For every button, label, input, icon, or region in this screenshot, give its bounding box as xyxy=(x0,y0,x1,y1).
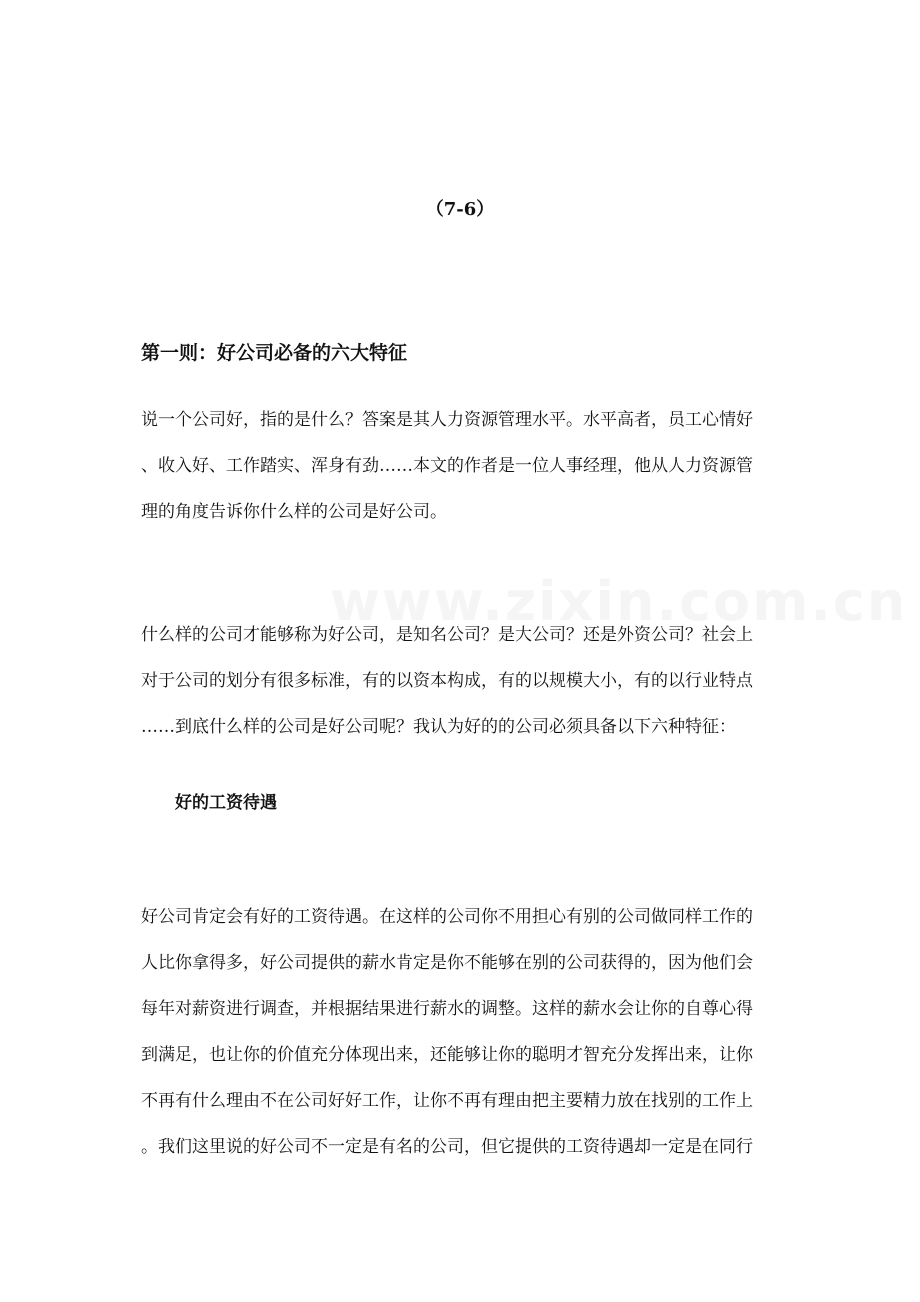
section-title: 第一则：好公司必备的六大特征 xyxy=(141,342,408,364)
text-line: 到满足，也让你的价值充分体现出来，还能够让你的聪明才智充分发挥出来，让你 xyxy=(141,1045,753,1065)
intro-paragraph xyxy=(141,397,781,535)
text-line: 人比你拿得多，好公司提供的薪水肯定是你不能够在别的公司获得的，因为他们会 xyxy=(141,953,753,973)
text-line: 对于公司的划分有很多标准，有的以资本构成，有的以规模大小，有的以行业特点 xyxy=(141,671,753,691)
text-line: ……到底什么样的公司是好公司呢？我认为好的的公司必须具备以下六种特征： xyxy=(141,717,736,737)
text-line: 说一个公司好，指的是什么？答案是其人力资源管理水平。水平高者，员工心情好 xyxy=(141,410,753,430)
text-line: 什么样的公司才能够称为好公司，是知名公司？是大公司？还是外资公司？社会上 xyxy=(141,625,753,645)
subheading-salary: 好的工资待遇 xyxy=(175,793,277,813)
watermark: www.zixin.com.cn xyxy=(330,570,908,633)
text-line: 、收入好、工作踏实、浑身有劲……本文的作者是一位人事经理，他从人力资源管 xyxy=(141,456,753,476)
page-number: （7-6） xyxy=(425,199,495,220)
text-line: 不再有什么理由不在公司好好工作，让你不再有理由把主要精力放在找别的工作上 xyxy=(141,1091,753,1111)
text-line: 。我们这里说的好公司不一定是有名的公司，但它提供的工资待遇却一定是在同行 xyxy=(141,1137,753,1157)
text-line: 好公司肯定会有好的工资待遇。在这样的公司你不用担心有别的公司做同样工作的 xyxy=(141,907,753,927)
text-line: 理的角度告诉你什么样的公司是好公司。 xyxy=(141,502,447,522)
text-line: 每年对薪资进行调查，并根据结果进行薪水的调整。这样的薪水会让你的自尊心得 xyxy=(141,999,753,1019)
salary-paragraph xyxy=(141,894,781,1170)
question-paragraph xyxy=(141,612,781,750)
